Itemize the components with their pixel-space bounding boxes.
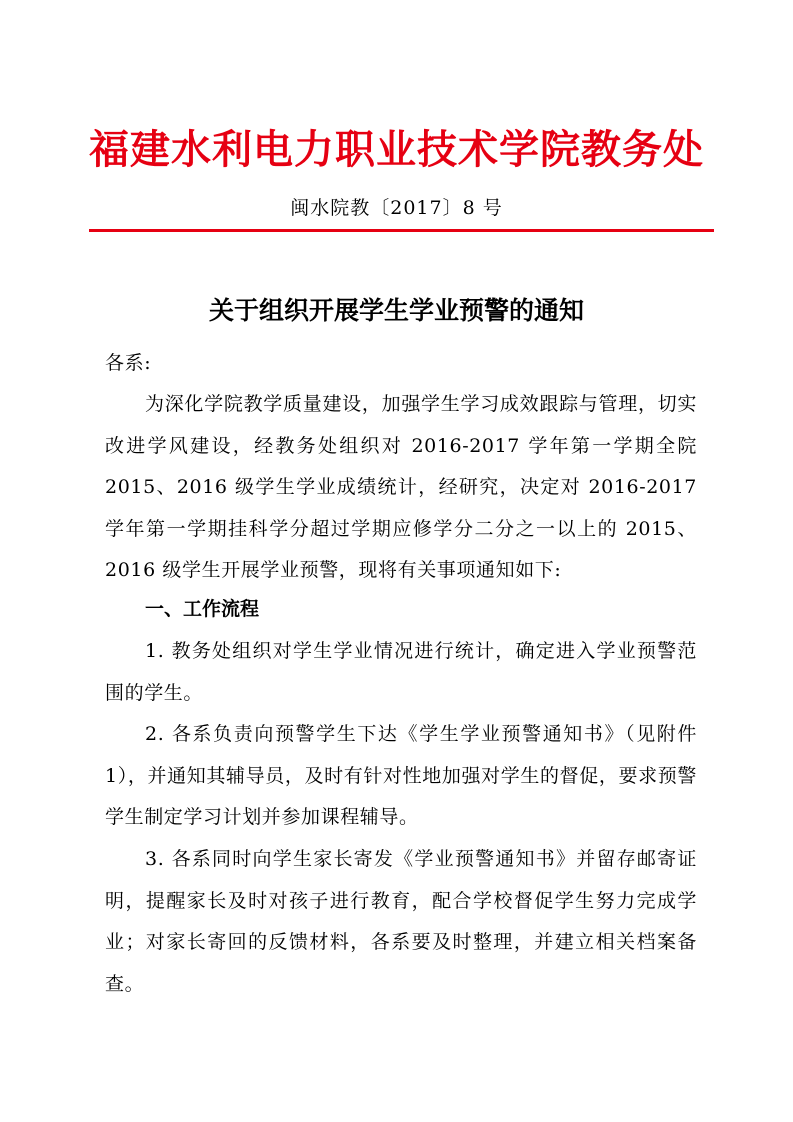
- workflow-item-1: 1. 教务处组织对学生学业情况进行统计，确定进入学业预警范围的学生。: [105, 640, 697, 704]
- red-divider-line: [89, 229, 714, 232]
- organization-header: 福建水利电力职业技术学院教务处: [89, 126, 704, 173]
- workflow-item-3: 3. 各系同时向学生家长寄发《学业预警通知书》并留存邮寄证明，提醒家长及时对孩子进行教育，配合学校督促学生努力完成学业；对家长寄回的反馈材料，各系要及时整理，并建立相关档案备查。: [105, 848, 697, 995]
- document-number: 闽水院教〔2017〕8 号: [290, 197, 503, 219]
- section-heading-workflow: 一、工作流程: [145, 598, 260, 620]
- intro-paragraph: 为深化学院教学质量建设，加强学生学习成效跟踪与管理，切实改进学风建设，经教务处组织对 2016-2017 学年第一学期全院 2015、2016 级学生学业成绩统计，经研究，决定对 2016-2017 学年第一学期挂科学分超过学期应修学分二分之一以上的 2015、2016 级学生开展学业预警，现将有关事项通知如下:: [105, 393, 697, 581]
- workflow-item-2: 2. 各系负责向预警学生下达《学生学业预警通知书》（见附件 1），并通知其辅导员，及时有针对性地加强对学生的督促，要求预警学生制定学习计划并参加课程辅导。: [105, 723, 697, 828]
- salutation: 各系:: [105, 352, 152, 374]
- notice-title: 关于组织开展学生学业预警的通知: [208, 296, 584, 325]
